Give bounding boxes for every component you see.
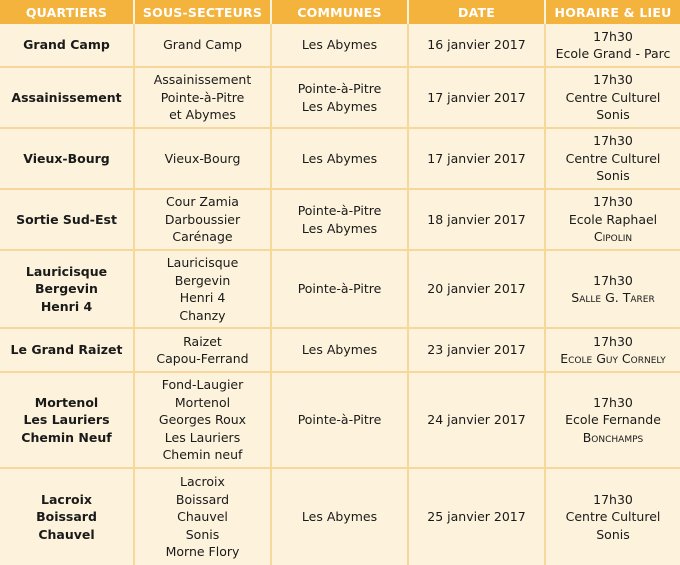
cell-sous-secteurs <box>135 469 272 565</box>
lieu-line: Centre Culturel <box>565 509 661 525</box>
date-text: 24 janvier 2017 <box>427 412 526 428</box>
lieu-line: Ecole Grand - Parc <box>555 46 671 61</box>
sous-secteur-line: Lacroix <box>180 474 225 490</box>
cell-sous-secteurs <box>135 329 272 373</box>
header-communes: COMMUNES <box>272 0 409 24</box>
table-row <box>0 469 680 565</box>
sous-secteur-line: Fond-Laugier <box>161 377 244 393</box>
commune-line: Pointe-à-Pitre <box>297 81 382 96</box>
cell-quartiers <box>0 68 135 129</box>
cell-horaire-lieu <box>546 68 680 129</box>
cell-quartiers <box>0 329 135 373</box>
lieu-line: Sonis <box>596 107 630 123</box>
horaire-text: 17h30 <box>593 491 633 507</box>
cell-quartiers <box>0 24 135 68</box>
lieu-line: Sonis <box>596 168 630 184</box>
cell-sous-secteurs <box>135 24 272 68</box>
lieu-line: Ecole Guy Cornely <box>560 351 666 366</box>
cell-date <box>409 329 546 373</box>
table-row <box>0 373 680 469</box>
quartier-line: Assainissement <box>11 89 122 105</box>
cell-horaire-lieu <box>546 329 680 373</box>
cell-date <box>409 251 546 329</box>
cell-communes <box>272 68 409 129</box>
commune-line: Pointe-à-Pitre <box>297 281 382 297</box>
table-body <box>0 24 680 565</box>
cell-communes <box>272 129 409 190</box>
sous-secteur-line: Grand Camp <box>163 37 242 53</box>
quartier-line: Lacroix <box>41 491 92 507</box>
sous-secteur-line: Raizet <box>183 333 222 349</box>
lieu-line: Salle G. Tarer <box>571 290 655 305</box>
quartier-line: Bergevin <box>35 281 98 297</box>
quartier-line: Le Grand Raizet <box>10 342 123 358</box>
commune-line: Les Abymes <box>301 342 378 358</box>
cell-sous-secteurs <box>135 190 272 251</box>
sous-secteur-line: Carénage <box>172 229 233 245</box>
cell-communes <box>272 190 409 251</box>
cell-date <box>409 373 546 469</box>
cell-communes <box>272 373 409 469</box>
quartier-line: Chemin Neuf <box>21 429 112 445</box>
sous-secteur-line: Mortenol <box>174 394 231 410</box>
date-text: 25 janvier 2017 <box>427 509 526 525</box>
sous-secteur-line: Vieux-Bourg <box>164 150 241 166</box>
cell-quartiers <box>0 129 135 190</box>
horaire-text: 17h30 <box>593 272 633 288</box>
table-row <box>0 24 680 68</box>
cell-communes <box>272 329 409 373</box>
quartier-line: Boissard <box>36 509 97 525</box>
cell-date <box>409 68 546 129</box>
sous-secteur-line: et Abymes <box>169 107 236 123</box>
cell-sous-secteurs <box>135 251 272 329</box>
cell-sous-secteurs <box>135 68 272 129</box>
cell-horaire-lieu <box>546 190 680 251</box>
date-text: 16 janvier 2017 <box>427 37 526 53</box>
sous-secteur-line: Assainissement <box>153 72 252 88</box>
sous-secteur-line: Chanzy <box>179 307 226 323</box>
lieu-line: Cipolin <box>593 229 633 245</box>
sous-secteur-line: Les Lauriers <box>164 429 241 445</box>
horaire-text: 17h30 <box>593 28 633 44</box>
cell-communes <box>272 251 409 329</box>
cell-horaire-lieu <box>546 24 680 68</box>
table-row <box>0 329 680 373</box>
table-header <box>0 0 680 24</box>
quartier-line: Sortie Sud-Est <box>16 211 117 227</box>
date-text: 17 janvier 2017 <box>427 150 526 166</box>
sous-secteur-line: Morne Flory <box>165 544 240 560</box>
quartier-line: Lauricisque <box>25 263 108 279</box>
horaire-text: 17h30 <box>593 133 633 149</box>
header-sous-secteurs: SOUS-SECTEURS <box>135 0 272 24</box>
cell-date <box>409 469 546 565</box>
sous-secteur-line: Lauricisque <box>166 255 239 270</box>
cell-communes <box>272 469 409 565</box>
table-row <box>0 68 680 129</box>
cell-quartiers <box>0 469 135 565</box>
table-row <box>0 190 680 251</box>
horaire-text: 17h30 <box>593 72 633 88</box>
commune-line: Pointe-à-Pitre <box>297 203 382 218</box>
cell-horaire-lieu <box>546 373 680 469</box>
sous-secteur-line: Boissard <box>175 491 230 507</box>
date-text: 18 janvier 2017 <box>427 211 526 227</box>
sous-secteur-line: Darboussier <box>164 211 241 227</box>
commune-line: Pointe-à-Pitre <box>297 412 382 428</box>
horaire-text: 17h30 <box>593 333 633 349</box>
cell-communes <box>272 24 409 68</box>
quartier-line: Les Lauriers <box>23 412 110 428</box>
table-row <box>0 251 680 329</box>
sous-secteur-line: Sonis <box>185 526 220 542</box>
horaire-text: 17h30 <box>593 394 633 410</box>
header-quartiers: QUARTIERS <box>0 0 135 24</box>
sous-secteur-line: Cour Zamia <box>166 194 239 210</box>
date-text: 23 janvier 2017 <box>427 342 526 358</box>
table-row <box>0 129 680 190</box>
quartier-line: Chauvel <box>38 526 95 542</box>
sous-secteur-line: Pointe-à-Pitre <box>160 89 245 105</box>
commune-line: Les Abymes <box>301 98 378 114</box>
sous-secteur-line: Bergevin <box>174 272 231 288</box>
cell-quartiers <box>0 373 135 469</box>
commune-line: Les Abymes <box>301 37 378 53</box>
commune-line: Les Abymes <box>301 509 378 525</box>
cell-quartiers <box>0 190 135 251</box>
sous-secteur-line: Chauvel <box>177 509 228 525</box>
cell-date <box>409 190 546 251</box>
commune-line: Les Abymes <box>301 150 378 166</box>
quartier-line: Mortenol <box>34 394 99 410</box>
cell-quartiers <box>0 251 135 329</box>
quartier-line: Grand Camp <box>23 37 110 53</box>
lieu-line: Sonis <box>596 526 630 542</box>
sous-secteur-line: Henri 4 <box>179 290 226 305</box>
date-text: 17 janvier 2017 <box>427 89 526 105</box>
cell-horaire-lieu <box>546 251 680 329</box>
lieu-line: Ecole Fernande <box>565 412 661 428</box>
sous-secteur-line: Capou-Ferrand <box>156 351 249 366</box>
date-text: 20 janvier 2017 <box>427 281 526 297</box>
horaire-text: 17h30 <box>593 194 633 210</box>
sous-secteur-line: Georges Roux <box>158 412 247 428</box>
lieu-line: Centre Culturel <box>565 150 661 166</box>
header-horaire-lieu: HORAIRE & LIEU <box>546 0 680 24</box>
header-date: DATE <box>409 0 546 24</box>
cell-date <box>409 129 546 190</box>
cell-sous-secteurs <box>135 129 272 190</box>
quartier-line: Vieux-Bourg <box>23 150 110 166</box>
sous-secteur-line: Chemin neuf <box>162 447 243 463</box>
commune-line: Les Abymes <box>301 220 378 236</box>
quartier-line: Henri 4 <box>40 298 93 314</box>
cell-sous-secteurs <box>135 373 272 469</box>
lieu-line: Ecole Raphael <box>568 211 658 227</box>
cell-horaire-lieu <box>546 129 680 190</box>
lieu-line: Bonchamps <box>582 429 644 445</box>
lieu-line: Centre Culturel <box>565 89 661 105</box>
cell-horaire-lieu <box>546 469 680 565</box>
cell-date <box>409 24 546 68</box>
